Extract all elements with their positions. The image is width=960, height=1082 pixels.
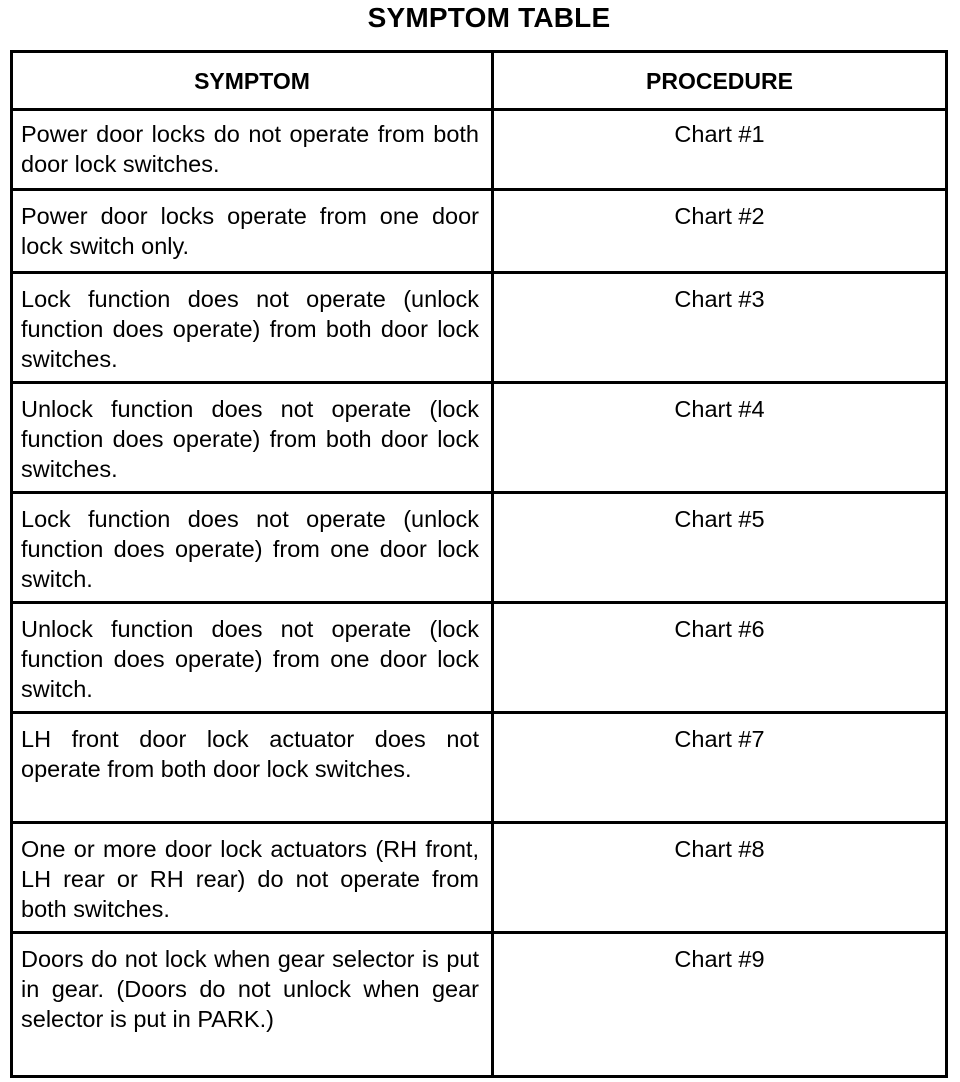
symptom-cell: LH front door lock actuator does not operate from both door lock switches. bbox=[21, 726, 479, 782]
symptom-cell: One or more door lock actuators (RH front, LH rear or RH rear) do not operate from both switches. bbox=[21, 836, 479, 922]
procedure-cell: Chart #7 bbox=[674, 726, 765, 752]
symptom-table bbox=[10, 50, 948, 1078]
table-header-row bbox=[13, 53, 945, 111]
table-row bbox=[13, 494, 945, 601]
symptom-cell: Lock function does not operate (unlock function does operate) from one door lock switch. bbox=[21, 506, 479, 592]
procedure-cell: Chart #6 bbox=[674, 616, 765, 642]
table-row bbox=[13, 604, 945, 711]
procedure-column-header: PROCEDURE bbox=[646, 68, 793, 94]
table-row bbox=[13, 714, 945, 821]
procedure-cell: Chart #8 bbox=[674, 836, 765, 862]
table-row bbox=[13, 824, 945, 931]
table-row bbox=[13, 111, 945, 191]
table-row bbox=[13, 274, 945, 381]
symptom-cell: Doors do not lock when gear selector is put in gear. (Doors do not unlock when gear selector is put in PARK.) bbox=[21, 946, 479, 1032]
page-title: SYMPTOM TABLE bbox=[367, 2, 611, 33]
table-row bbox=[13, 384, 945, 491]
symptom-cell: Unlock function does not operate (lock function does operate) from both door lock switches. bbox=[21, 396, 479, 482]
symptom-cell: Lock function does not operate (unlock function does operate) from both door lock switches. bbox=[21, 286, 479, 372]
procedure-cell: Chart #3 bbox=[674, 286, 765, 312]
symptom-cell: Unlock function does not operate (lock function does operate) from one door lock switch. bbox=[21, 616, 479, 702]
procedure-cell: Chart #2 bbox=[674, 203, 765, 229]
procedure-cell: Chart #9 bbox=[674, 946, 765, 972]
procedure-cell: Chart #1 bbox=[674, 121, 765, 147]
procedure-cell: Chart #4 bbox=[674, 396, 765, 422]
table-row bbox=[13, 934, 945, 1075]
symptom-cell: Power door locks operate from one door lock switch only. bbox=[21, 203, 479, 259]
table-row bbox=[13, 191, 945, 271]
symptom-column-header: SYMPTOM bbox=[194, 68, 310, 94]
symptom-cell: Power door locks do not operate from both door lock switches. bbox=[21, 121, 479, 177]
procedure-cell: Chart #5 bbox=[674, 506, 765, 532]
